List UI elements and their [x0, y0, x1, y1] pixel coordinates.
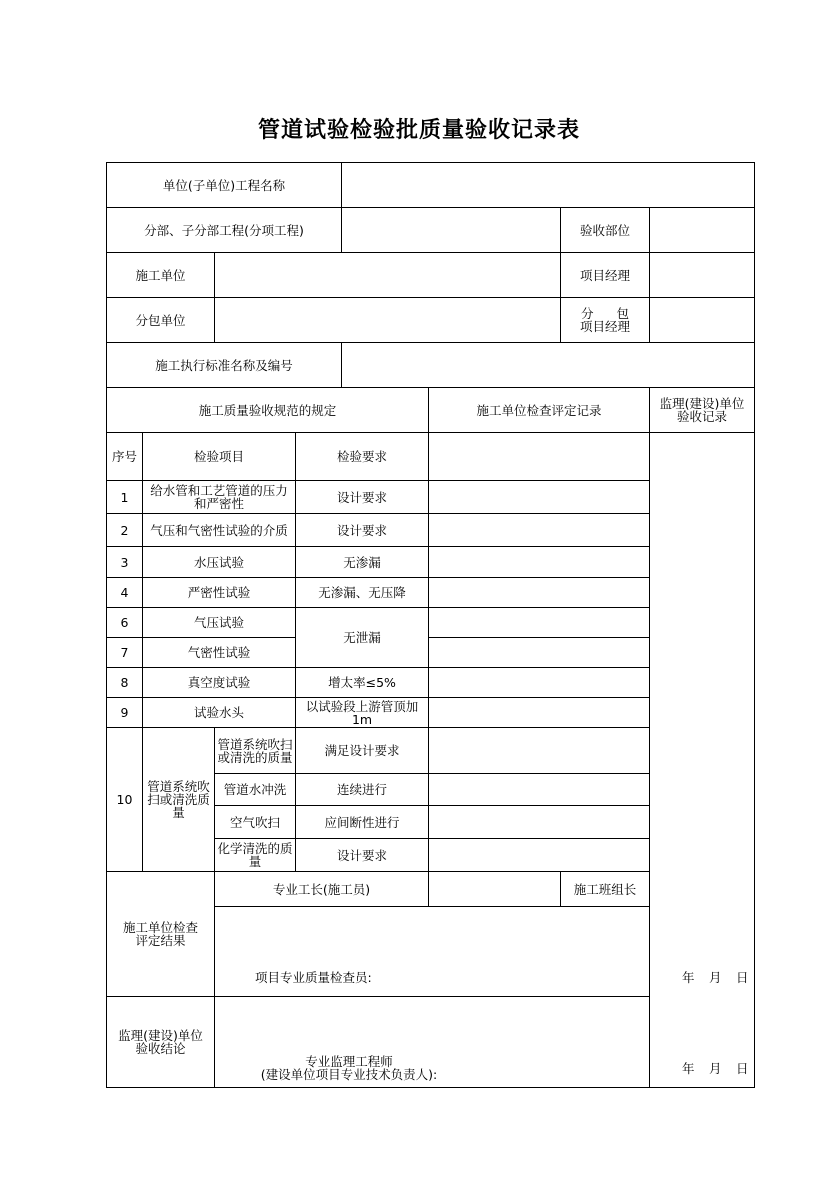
label-foreman: 专业工长(施工员) — [215, 872, 429, 907]
label-unit-project-name: 单位(子单位)工程名称 — [107, 163, 342, 208]
row-item: 试验水头 — [143, 698, 296, 728]
row-sub-item: 化学清洗的质量 — [215, 839, 296, 872]
label-team-leader: 施工班组长 — [561, 872, 650, 907]
row-sub-item: 空气吹扫 — [215, 806, 296, 839]
check-cell[interactable] — [429, 806, 650, 839]
row-sub-item: 管道水冲洗 — [215, 774, 296, 806]
row-item: 水压试验 — [143, 547, 296, 578]
row-item: 严密性试验 — [143, 578, 296, 608]
row-item: 气压和气密性试验的介质 — [143, 514, 296, 547]
row-req: 设计要求 — [296, 839, 429, 872]
section-unit-check: 施工单位检查评定记录 — [429, 388, 650, 433]
field-unit-project-name[interactable] — [342, 163, 755, 208]
row-no: 8 — [107, 668, 143, 698]
field-acceptance-part[interactable] — [650, 208, 755, 253]
check-cell[interactable] — [429, 774, 650, 806]
check-result-area[interactable] — [215, 907, 755, 997]
field-standard[interactable] — [342, 343, 755, 388]
row-req: 以试验段上游管顶加1m — [296, 698, 429, 728]
row-req: 无泄漏 — [296, 608, 429, 668]
row-group-item: 管道系统吹扫或清洗质量 — [143, 728, 215, 872]
label-project-manager: 项目经理 — [561, 253, 650, 298]
row-no: 2 — [107, 514, 143, 547]
date-month: 月 — [709, 970, 722, 985]
label-standard: 施工执行标准名称及编号 — [107, 343, 342, 388]
inspection-record-table — [106, 162, 755, 1088]
label-supervisor-conclusion: 监理(建设)单位 验收结论 — [107, 997, 215, 1088]
row-no: 10 — [107, 728, 143, 872]
date-day: 日 — [736, 1061, 749, 1076]
row-no: 6 — [107, 608, 143, 638]
row-req: 应间断性进行 — [296, 806, 429, 839]
col-item: 检验项目 — [143, 433, 296, 481]
label-subcontract-unit: 分包单位 — [107, 298, 215, 343]
inspector-label: 项目专业质量检查员: — [255, 970, 372, 985]
col-no: 序号 — [107, 433, 143, 481]
row-no: 7 — [107, 638, 143, 668]
page-title: 管道试验检验批质量验收记录表 — [257, 117, 580, 143]
field-construction-unit[interactable] — [215, 253, 561, 298]
check-cell[interactable] — [429, 547, 650, 578]
row-item: 真空度试验 — [143, 668, 296, 698]
check-cell[interactable] — [429, 578, 650, 608]
row-no: 4 — [107, 578, 143, 608]
check-cell[interactable] — [429, 839, 650, 872]
row-req: 设计要求 — [296, 514, 429, 547]
field-foreman[interactable] — [429, 872, 561, 907]
check-cell[interactable] — [429, 728, 650, 774]
check-cell[interactable] — [429, 638, 650, 668]
supervisor-conclusion-area[interactable] — [215, 997, 755, 1088]
col-req: 检验要求 — [296, 433, 429, 481]
row-no: 3 — [107, 547, 143, 578]
engineer-signature: 专业监理工程师 (建设单位项目专业技术负责人): — [260, 1054, 438, 1082]
row-item: 给水管和工艺管道的压力和严密性 — [143, 481, 296, 514]
date-year: 年 — [682, 1061, 695, 1076]
field-sub-project-manager[interactable] — [650, 298, 755, 343]
row-req: 增太率≤5% — [296, 668, 429, 698]
check-cell[interactable] — [429, 608, 650, 638]
field-subcontract-unit[interactable] — [215, 298, 561, 343]
check-cell[interactable] — [429, 481, 650, 514]
date-year: 年 — [682, 970, 695, 985]
row-req: 连续进行 — [296, 774, 429, 806]
row-req: 无渗漏、无压降 — [296, 578, 429, 608]
label-acceptance-part: 验收部位 — [561, 208, 650, 253]
section-spec: 施工质量验收规范的规定 — [107, 388, 429, 433]
row-req: 满足设计要求 — [296, 728, 429, 774]
section-supervisor: 监理(建设)单位 验收记录 — [650, 388, 755, 433]
label-construction-unit: 施工单位 — [107, 253, 215, 298]
check-cell[interactable] — [429, 668, 650, 698]
row-sub-item: 管道系统吹扫或清洗的质量 — [215, 728, 296, 774]
row-no: 1 — [107, 481, 143, 514]
row-req: 无渗漏 — [296, 547, 429, 578]
label-check-result: 施工单位检查 评定结果 — [107, 872, 215, 997]
check-cell[interactable] — [429, 433, 650, 481]
label-sub-project: 分部、子分部工程(分项工程) — [107, 208, 342, 253]
row-item: 气密性试验 — [143, 638, 296, 668]
row-no: 9 — [107, 698, 143, 728]
check-cell[interactable] — [429, 514, 650, 547]
date-day: 日 — [736, 970, 749, 985]
label-sub-project-manager: 分 包 项目经理 — [561, 298, 650, 343]
field-project-manager[interactable] — [650, 253, 755, 298]
field-sub-project[interactable] — [342, 208, 561, 253]
date-month: 月 — [709, 1061, 722, 1076]
row-req: 设计要求 — [296, 481, 429, 514]
check-cell[interactable] — [429, 698, 650, 728]
row-item: 气压试验 — [143, 608, 296, 638]
